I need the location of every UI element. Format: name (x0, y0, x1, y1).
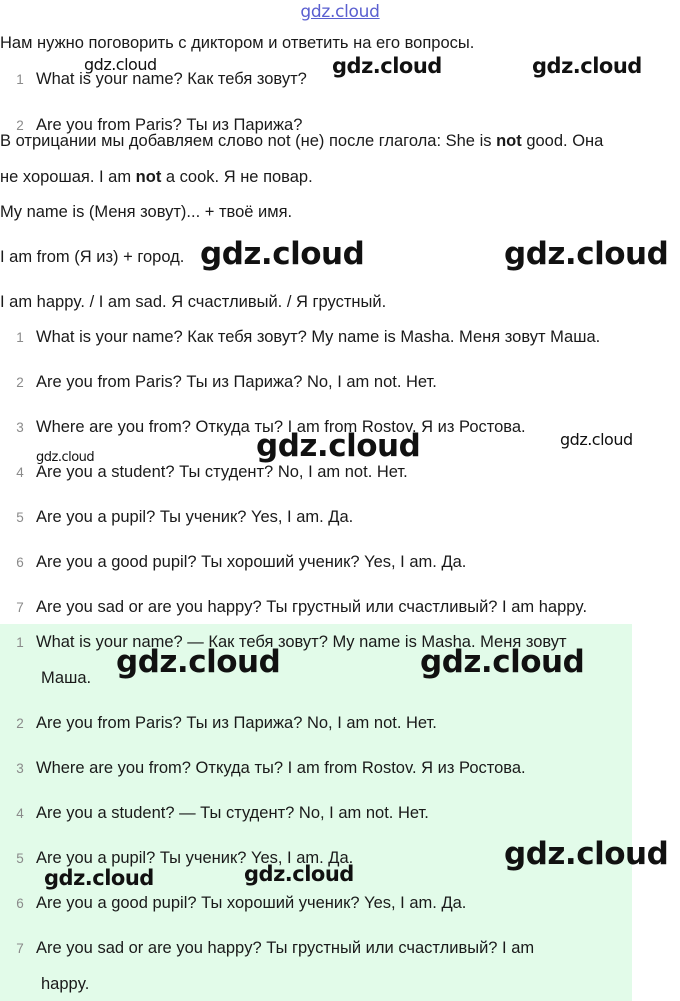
watermark: gdz.cloud (532, 54, 642, 78)
item-number: 5 (16, 851, 24, 866)
watermark: gdz.cloud (84, 55, 157, 74)
watermark: gdz.cloud (560, 430, 633, 449)
grammar-bold: not (135, 168, 162, 186)
item-text: Are you sad or are you happy? Ты грустный или счастливый? I am (36, 939, 535, 957)
grammar-line-1 (0, 132, 603, 151)
watermark: gdz.cloud (504, 236, 669, 272)
item-number: 2 (16, 118, 24, 133)
item-text: Are you a pupil? Ты ученик? Yes, I am. Да. (36, 849, 354, 867)
watermark: gdz.cloud (256, 428, 421, 464)
grammar-text: a cook. Я не повар. (161, 168, 313, 186)
item-text-continuation: happy. (41, 975, 90, 993)
watermark: gdz.cloud (116, 644, 281, 680)
item-text: What is your name? — Как тебя зовут? My name is Masha. Меня зовут (36, 633, 567, 651)
item-number: 7 (16, 941, 24, 956)
grammar-text: не хорошая. I am (0, 168, 136, 186)
grammar-line-3: My name is (Меня зовут)... + твоё имя. (0, 203, 293, 221)
item-text: What is your name? Как тебя зовут? (36, 70, 307, 88)
item-number: 1 (16, 330, 24, 345)
header-watermark: gdz.cloud (300, 2, 380, 22)
item-text: Are you from Paris? Ты из Парижа? No, I am not. Нет. (36, 373, 437, 391)
item-text-continuation: Маша. (41, 669, 92, 687)
item-number: 6 (16, 896, 24, 911)
item-text: Are you a pupil? Ты ученик? Yes, I am. Да. (36, 508, 354, 526)
item-text: Are you from Paris? Ты из Парижа? (36, 116, 303, 134)
item-text: Where are you from? Откуда ты? I am from Rostov. Я из Ростова. (36, 418, 526, 436)
grammar-line-5: I am happy. / I am sad. Я счастливый. / Я грустный. (0, 293, 387, 311)
item-number: 4 (16, 806, 24, 821)
watermark: gdz.cloud (36, 450, 95, 465)
item-text: Are you a good pupil? Ты хороший ученик? Yes, I am. Да. (36, 553, 467, 571)
grammar-text: good. Она (521, 132, 604, 150)
item-number: 1 (16, 635, 24, 650)
item-number: 2 (16, 375, 24, 390)
watermark: gdz.cloud (332, 54, 442, 78)
item-text: Are you a student? Ты студент? No, I am not. Нет. (36, 463, 408, 481)
watermark: gdz.cloud (44, 866, 154, 890)
clipped-question (0, 108, 680, 134)
item-number: 2 (16, 716, 24, 731)
item-text: Are you from Paris? Ты из Парижа? No, I am not. Нет. (36, 714, 437, 732)
item-number: 3 (16, 420, 24, 435)
watermark: gdz.cloud (504, 836, 669, 872)
watermark: gdz.cloud (200, 236, 365, 272)
item-number: 5 (16, 510, 24, 525)
item-text: Where are you from? Откуда ты? I am from Rostov. Я из Ростова. (36, 759, 526, 777)
intro-text: Нам нужно поговорить с диктором и ответить на его вопросы. (0, 34, 475, 52)
watermark: gdz.cloud (244, 862, 354, 886)
item-number: 6 (16, 555, 24, 570)
item-text: Are you a student? — Ты студент? No, I am not. Нет. (36, 804, 429, 822)
grammar-line-4: I am from (Я из) + город. (0, 248, 185, 266)
item-text: What is your name? Как тебя зовут? My name is Masha. Меня зовут Маша. (36, 328, 601, 346)
item-number: 3 (16, 761, 24, 776)
grammar-bold: not (496, 132, 522, 150)
item-number: 4 (16, 465, 24, 480)
grammar-line-2 (0, 168, 313, 187)
item-number: 1 (16, 72, 24, 87)
watermark: gdz.cloud (420, 644, 585, 680)
item-text: Are you a good pupil? Ты хороший ученик? Yes, I am. Да. (36, 894, 467, 912)
grammar-text: В отрицании мы добавляем слово not (не) после глагола: She is (0, 132, 497, 150)
item-text: Are you sad or are you happy? Ты грустный или счастливый? I am happy. (36, 598, 588, 616)
item-number: 7 (16, 600, 24, 615)
